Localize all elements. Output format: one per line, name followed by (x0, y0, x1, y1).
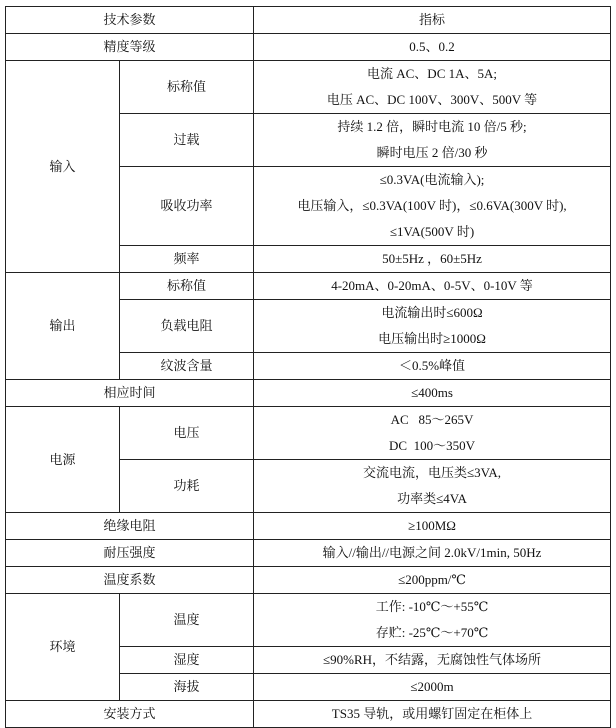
env-temperature-label: 温度 (120, 594, 254, 647)
output-load-value (254, 300, 611, 353)
header-spec: 指标 (254, 7, 611, 34)
input-rated-label: 标称值 (120, 61, 254, 114)
env-humidity-label: 湿度 (120, 647, 254, 674)
header-param: 技术参数 (6, 7, 254, 34)
input-rated-value (254, 61, 611, 114)
input-frequency-label: 频率 (120, 246, 254, 273)
output-ripple-label: 纹波含量 (120, 353, 254, 380)
power-voltage-line-2: DC 100～350V (389, 438, 475, 453)
row-accuracy (6, 34, 611, 61)
power-consumption-line-1: 交流电流，电压类≤3VA, (363, 465, 502, 480)
spec-table-wrapper (5, 6, 611, 728)
output-rated-value: 4-20mA、0-20mA、0-5V、0-10V 等 (254, 273, 611, 300)
power-voltage-label: 电压 (120, 407, 254, 460)
row-response (6, 380, 611, 407)
power-voltage-value (254, 407, 611, 460)
env-altitude-label: 海拔 (120, 674, 254, 701)
input-burden-value (254, 167, 611, 246)
output-ripple-value: ＜0.5%峰值 (254, 353, 611, 380)
row-tempcoef (6, 567, 611, 594)
input-frequency-value: 50±5Hz ，60±5Hz (254, 246, 611, 273)
mounting-label: 安装方式 (6, 701, 254, 728)
env-temperature-value (254, 594, 611, 647)
input-overload-label: 过载 (120, 114, 254, 167)
accuracy-label: 精度等级 (6, 34, 254, 61)
header-row (6, 7, 611, 34)
tempcoef-label: 温度系数 (6, 567, 254, 594)
output-load-line-2: 电压输出时≥1000Ω (378, 331, 486, 346)
insulation-value: ≥100MΩ (254, 513, 611, 540)
spec-table (5, 6, 611, 728)
input-burden-line-3: ≤1VA(500V 时) (389, 224, 475, 239)
response-label: 相应时间 (6, 380, 254, 407)
input-burden-line-1: ≤0.3VA(电流输入); (379, 172, 485, 187)
row-withstand (6, 540, 611, 567)
withstand-value: 输入//输出//电源之间 2.0kV/1min, 50Hz (254, 540, 611, 567)
power-group-label: 电源 (6, 407, 120, 513)
env-temperature-line-2: 存贮: -25℃～+70℃ (375, 625, 489, 640)
input-overload-value (254, 114, 611, 167)
input-overload-line-1: 持续 1.2 倍，瞬时电流 10 倍/5 秒; (337, 119, 527, 134)
input-overload-line-2: 瞬时电压 2 倍/30 秒 (376, 145, 488, 160)
output-load-line-1: 电流输出时≤600Ω (381, 305, 483, 320)
row-output-rated (6, 273, 611, 300)
output-rated-label: 标称值 (120, 273, 254, 300)
insulation-label: 绝缘电阻 (6, 513, 254, 540)
withstand-label: 耐压强度 (6, 540, 254, 567)
response-value: ≤400ms (254, 380, 611, 407)
input-burden-line-2: 电压输入，≤0.3VA(100V 时)，≤0.6VA(300V 时), (297, 198, 567, 213)
power-consumption-line-2: 功率类≤4VA (397, 491, 467, 506)
power-consumption-value (254, 460, 611, 513)
env-temperature-line-1: 工作: -10℃～+55℃ (375, 599, 489, 614)
input-group-label: 输入 (6, 61, 120, 273)
mounting-value: TS35 导轨，或用螺钉固定在柜体上 (254, 701, 611, 728)
input-rated-line-2: 电压 AC、DC 100V、300V、500V 等 (326, 92, 538, 107)
row-insulation (6, 513, 611, 540)
output-load-label: 负载电阻 (120, 300, 254, 353)
input-rated-line-1: 电流 AC、DC 1A、5A; (367, 66, 498, 81)
power-voltage-line-1: AC 85～265V (390, 412, 474, 427)
row-input-rated (6, 61, 611, 114)
row-mounting (6, 701, 611, 728)
input-burden-label: 吸收功率 (120, 167, 254, 246)
row-env-temperature (6, 594, 611, 647)
power-consumption-label: 功耗 (120, 460, 254, 513)
row-power-voltage (6, 407, 611, 460)
output-group-label: 输出 (6, 273, 120, 380)
env-altitude-value: ≤2000m (254, 674, 611, 701)
environment-group-label: 环境 (6, 594, 120, 701)
env-humidity-value: ≤90%RH，不结露，无腐蚀性气体场所 (254, 647, 611, 674)
tempcoef-value: ≤200ppm/℃ (254, 567, 611, 594)
accuracy-value: 0.5、0.2 (254, 34, 611, 61)
